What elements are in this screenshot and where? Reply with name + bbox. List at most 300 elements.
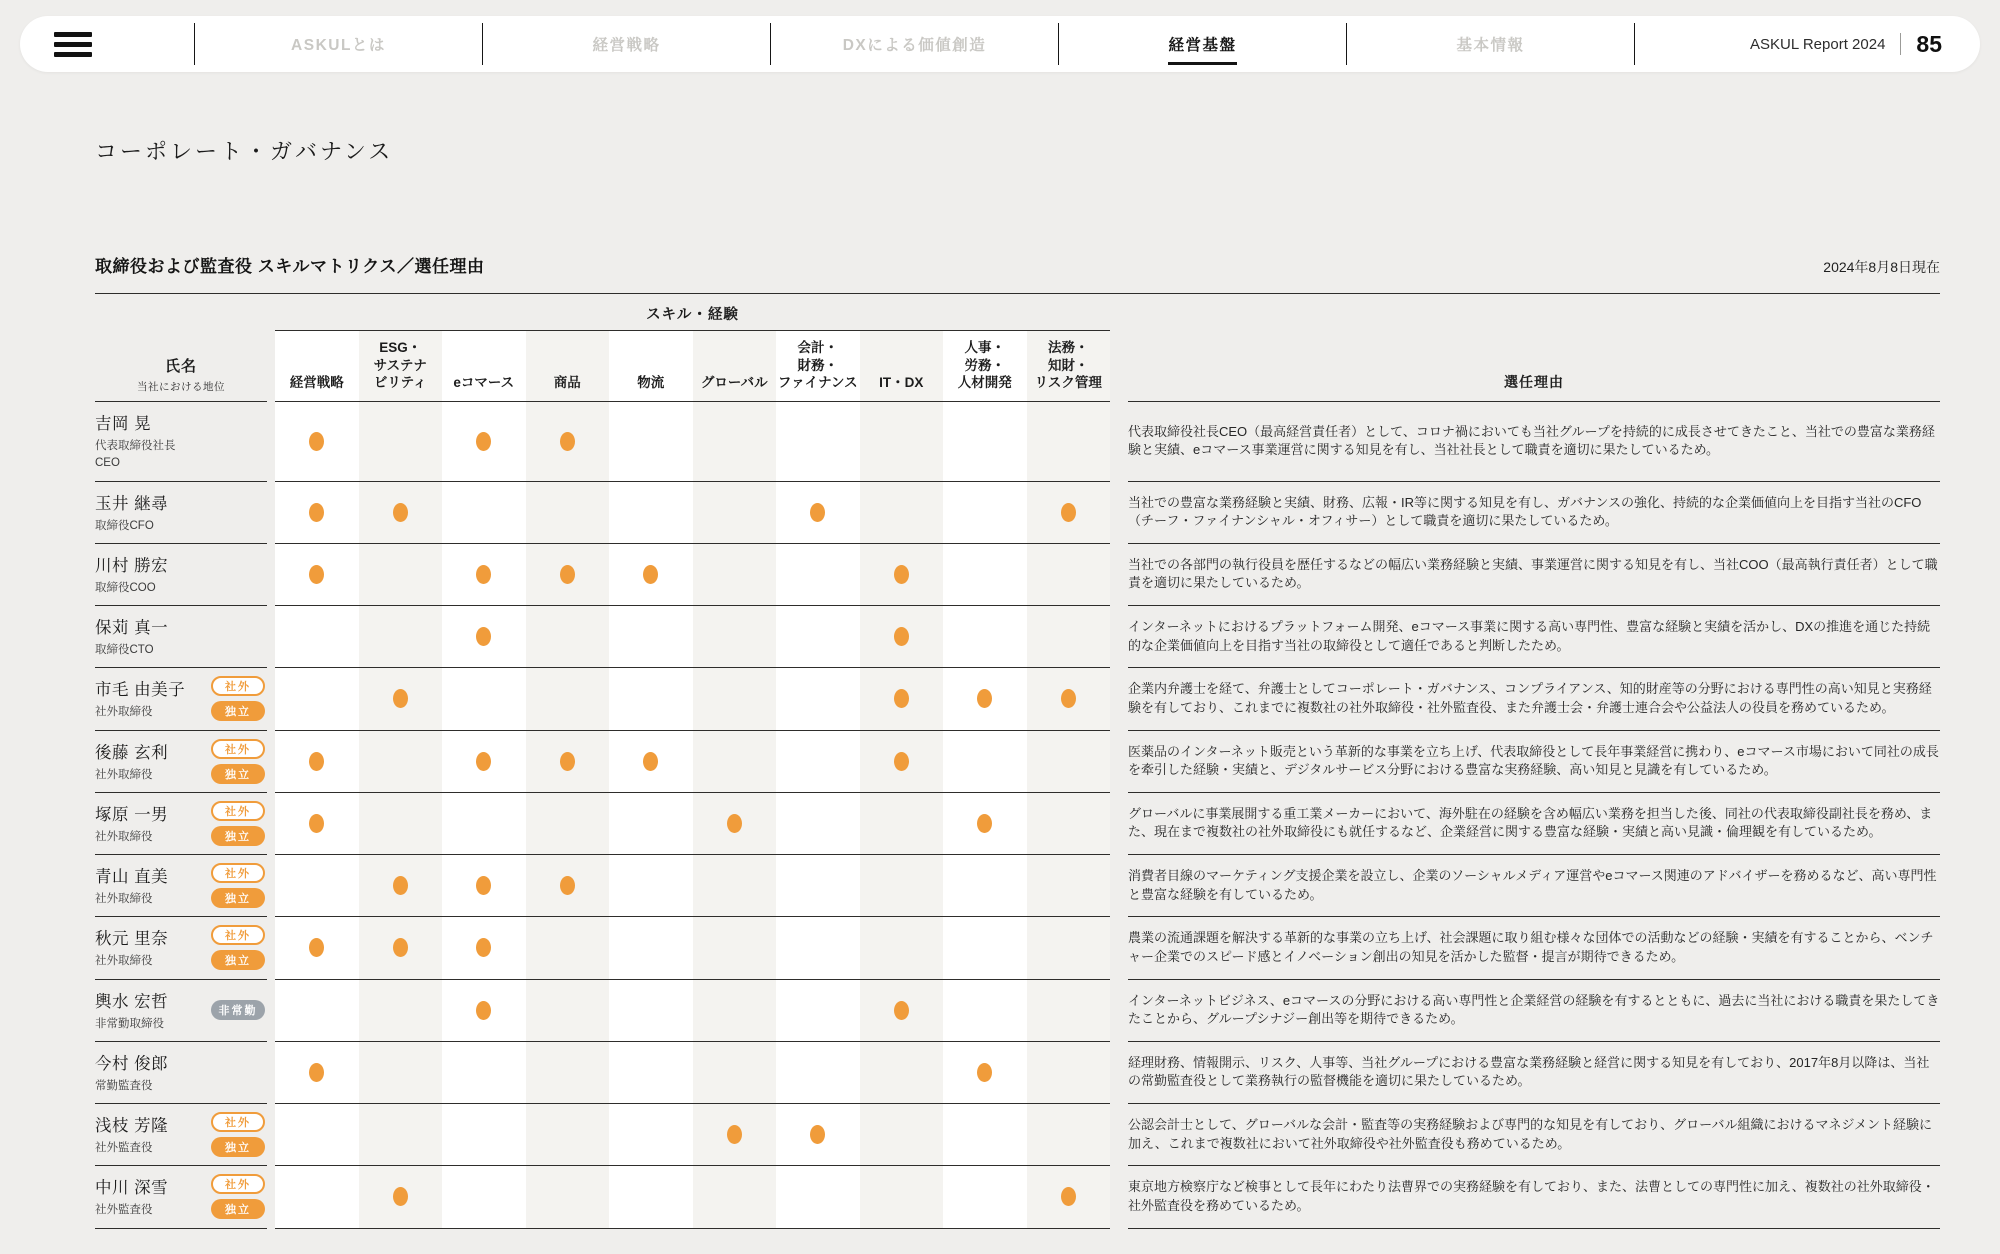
skill-column-header — [275, 331, 359, 401]
director-position: 社外取締役 — [95, 706, 153, 719]
skill-cell — [609, 402, 693, 481]
reason-text: 医薬品のインターネット販売という革新的な事業を立ち上げ、代表取締役として長年事業経営に携わり、eコマース市場において同社の成長を牽引した経験・実績と、デジタルサービス分野における豊富な実務経験、高い知見と見識を有しているため。 — [1128, 731, 1940, 793]
skill-cell — [442, 668, 526, 729]
skills-band — [275, 402, 1110, 482]
skill-column-headers — [275, 331, 1110, 402]
name-cell — [95, 544, 267, 606]
nav-tab-4[interactable] — [1059, 16, 1346, 72]
badge-independent: 独立 — [211, 826, 265, 846]
nav-tab-label: ASKULとは — [291, 37, 386, 54]
page-number: 85 — [1916, 30, 1942, 57]
skill-cell — [526, 606, 610, 667]
skill-cell — [943, 668, 1027, 729]
reason-text: インターネットビジネス、eコマースの分野における高い専門性と企業経営の経験を有するとともに、過去に当社における職責を果たしてきたことから、グループシナジー創出等を期待できるため。 — [1128, 980, 1940, 1042]
name-header-label: 氏名 — [164, 358, 197, 375]
badge-outside: 社外 — [211, 863, 265, 883]
name-block — [95, 676, 185, 721]
director-row — [95, 1042, 1940, 1104]
skill-cell — [776, 668, 860, 729]
reason-text: 東京地方検察庁など検事として長年にわたり法曹界での実務経験を有しており、また、法曹としての専門性に加え、複数社の社外取締役・社外監査役を務めているため。 — [1128, 1166, 1940, 1228]
skill-cell — [609, 482, 693, 543]
top-navigation-bar — [20, 16, 1980, 72]
director-position: 非常勤取締役 — [95, 1017, 164, 1030]
badge-independent: 独立 — [211, 764, 265, 784]
director-row — [95, 668, 1940, 730]
name-cell — [95, 917, 267, 979]
director-position: 社外取締役 — [95, 768, 153, 781]
skill-column-header-line: 人材開発 — [957, 375, 1012, 391]
skill-column-header-line: リスク管理 — [1034, 375, 1102, 391]
skill-cell — [609, 606, 693, 667]
nav-tab-label: DXによる価値創造 — [842, 37, 987, 54]
director-name: 市毛 由美子 — [95, 681, 186, 700]
director-name: 塚原 一男 — [95, 805, 169, 824]
badge-independent: 独立 — [211, 950, 265, 970]
badge-stack — [211, 1000, 267, 1020]
skill-dot — [476, 938, 491, 957]
director-position: 取締役COO — [95, 581, 156, 594]
name-cell — [95, 980, 267, 1042]
skill-dot — [1061, 689, 1076, 708]
badge-independent: 独立 — [211, 701, 265, 721]
name-cell — [95, 855, 267, 917]
skill-dot — [393, 1187, 408, 1206]
skill-cell — [1027, 980, 1111, 1041]
nav-tab-5[interactable] — [1347, 16, 1634, 72]
skill-cell — [693, 1166, 777, 1227]
director-row — [95, 544, 1940, 606]
skill-cell — [1027, 1042, 1111, 1103]
director-row — [95, 793, 1940, 855]
skills-band — [275, 793, 1110, 855]
skill-cell — [1027, 668, 1111, 729]
skill-dot — [894, 565, 909, 584]
skill-cell — [1027, 855, 1111, 916]
name-cell — [95, 668, 267, 730]
skill-column-header-line: 会計・ — [797, 340, 838, 356]
skill-column-header — [1027, 331, 1111, 401]
skill-column-header — [943, 331, 1027, 401]
skill-cell — [526, 544, 610, 605]
skill-cell — [442, 1166, 526, 1227]
name-block — [95, 1112, 168, 1157]
badge-outside: 社外 — [211, 925, 265, 945]
skill-cell — [860, 668, 944, 729]
skill-cell — [442, 793, 526, 854]
skill-cell — [776, 731, 860, 792]
skills-band — [275, 482, 1110, 544]
skill-cell — [442, 855, 526, 916]
skill-column-header — [693, 331, 777, 401]
skill-column-header — [776, 331, 860, 401]
director-name: 後藤 玄利 — [95, 743, 169, 762]
skill-cell — [860, 731, 944, 792]
skill-cell — [860, 980, 944, 1041]
director-name: 吉岡 晃 — [95, 415, 152, 433]
director-name: 玉井 継尋 — [95, 494, 169, 513]
name-block — [95, 410, 176, 473]
director-row — [95, 1104, 1940, 1166]
skill-cell — [693, 731, 777, 792]
badge-stack — [211, 925, 267, 970]
table-caption: 取締役および監査役 スキルマトリクス／選任理由 — [95, 257, 485, 276]
skill-column-header-line: 商品 — [553, 375, 581, 391]
skill-cell — [943, 793, 1027, 854]
skill-cell — [1027, 606, 1111, 667]
skill-dot — [810, 1125, 825, 1144]
skill-cell — [1027, 1166, 1111, 1227]
skill-dot — [476, 565, 491, 584]
skill-dot — [309, 938, 324, 957]
skill-cell — [1027, 482, 1111, 543]
skills-band — [275, 917, 1110, 979]
skill-cell — [359, 1104, 443, 1165]
badge-outside: 社外 — [211, 739, 265, 759]
skill-cell — [275, 544, 359, 605]
skill-cell — [526, 402, 610, 481]
director-row — [95, 855, 1940, 917]
skill-cell — [860, 1104, 944, 1165]
reason-text: 当社での豊富な業務経験と実績、財務、広報・IR等に関する知見を有し、ガバナンスの強化、持続的な企業価値向上を目指す当社のCFO（チーフ・ファイナンシャル・オフィサー）として職責を適切に果たしているため。 — [1128, 482, 1940, 544]
skill-cell — [693, 855, 777, 916]
badge-stack — [211, 801, 267, 846]
director-name: 輿水 宏哲 — [95, 992, 169, 1011]
skill-cell — [275, 793, 359, 854]
director-row — [95, 482, 1940, 544]
director-position: 社外取締役 — [95, 830, 153, 843]
skill-dot — [476, 752, 491, 771]
skill-cell — [693, 1042, 777, 1103]
skill-cell — [359, 917, 443, 978]
skill-dot — [560, 565, 575, 584]
skill-dot — [894, 1001, 909, 1020]
skill-cell — [776, 855, 860, 916]
director-row — [95, 1166, 1940, 1228]
director-name: 秋元 里奈 — [95, 930, 169, 949]
skill-cell — [359, 482, 443, 543]
name-block — [95, 739, 168, 784]
skills-band — [275, 544, 1110, 606]
director-position: 社外取締役 — [95, 955, 153, 968]
skill-column-header — [860, 331, 944, 401]
skill-cell — [1027, 793, 1111, 854]
skills-group-header-row — [95, 294, 1940, 331]
skill-dot — [309, 432, 324, 451]
skill-dot — [560, 752, 575, 771]
skill-dot — [643, 752, 658, 771]
director-position: 常勤監査役 — [95, 1079, 153, 1092]
skill-cell — [860, 402, 944, 481]
badge-stack — [211, 1174, 267, 1219]
skill-cell — [275, 1042, 359, 1103]
skill-cell — [943, 544, 1027, 605]
skill-column-header-line: ファイナンス — [777, 375, 858, 391]
skill-cell — [609, 855, 693, 916]
nav-tabs — [194, 16, 1635, 72]
skill-cell — [1027, 731, 1111, 792]
director-name: 今村 俊郎 — [95, 1054, 169, 1073]
skill-dot — [309, 565, 324, 584]
skill-dot — [393, 938, 408, 957]
skill-dot — [727, 814, 742, 833]
skill-cell — [275, 1104, 359, 1165]
skill-cell — [275, 917, 359, 978]
skill-cell — [526, 793, 610, 854]
skill-cell — [943, 1042, 1027, 1103]
badge-stack — [211, 739, 267, 784]
skills-band — [275, 1042, 1110, 1104]
skill-cell — [275, 482, 359, 543]
skill-cell — [526, 731, 610, 792]
skill-dot — [393, 503, 408, 522]
skill-column-header-line: 財務・ — [797, 357, 838, 373]
skill-column-header — [526, 331, 610, 401]
skill-dot — [476, 876, 491, 895]
skill-cell — [943, 731, 1027, 792]
director-position: 社外監査役 — [95, 1142, 153, 1154]
skill-cell — [776, 402, 860, 481]
skill-cell — [359, 855, 443, 916]
skill-matrix-table — [95, 293, 1940, 1229]
skills-band — [275, 855, 1110, 917]
badge-stack — [211, 863, 267, 908]
skill-cell — [442, 606, 526, 667]
skill-cell — [526, 1104, 610, 1165]
skill-cell — [860, 793, 944, 854]
skill-column-header-line: 労務・ — [964, 357, 1005, 373]
director-name: 保苅 真一 — [95, 619, 169, 637]
name-block — [95, 1174, 168, 1219]
badge-independent: 独立 — [211, 1199, 265, 1219]
skill-cell — [776, 793, 860, 854]
skill-column-header-line: 経営戦略 — [289, 375, 344, 391]
skill-cell — [693, 402, 777, 481]
skill-dot — [476, 627, 491, 646]
name-cell — [95, 1042, 267, 1104]
director-name: 青山 直美 — [95, 868, 169, 886]
skill-dot — [560, 876, 575, 895]
column-header-row — [95, 331, 1940, 402]
skill-cell — [275, 980, 359, 1041]
skill-column-header-line: 法務・ — [1048, 340, 1089, 356]
director-row — [95, 980, 1940, 1042]
skills-band — [275, 668, 1110, 730]
skill-cell — [693, 980, 777, 1041]
skill-dot — [894, 752, 909, 771]
skill-cell — [359, 402, 443, 481]
skill-cell — [442, 1042, 526, 1103]
skill-cell — [776, 1042, 860, 1103]
nav-tab-2[interactable] — [483, 16, 770, 72]
skill-cell — [1027, 402, 1111, 481]
name-cell — [95, 731, 267, 793]
skills-band — [275, 731, 1110, 793]
skill-dot — [476, 1001, 491, 1020]
skill-cell — [526, 980, 610, 1041]
skill-cell — [943, 482, 1027, 543]
badge-part-time: 非常勤 — [211, 1000, 265, 1020]
skill-cell — [275, 402, 359, 481]
name-block — [95, 552, 168, 597]
reason-text: 経理財務、情報開示、リスク、人事等、当社グループにおける豊富な業務経験と経営に関する知見を有しており、2017年8月以降は、当社の常勤監査役として業務執行の監督機能を適切に果たしているため。 — [1128, 1042, 1940, 1104]
reason-text: 公認会計士として、グローバルな会計・監査等の実務経験および専門的な知見を有しており、グローバル組織におけるマネジメント経験に加え、これまで複数社において社外取締役や社外監査役も務めているため。 — [1128, 1104, 1940, 1166]
name-block — [95, 863, 168, 908]
hamburger-menu-icon[interactable] — [54, 32, 92, 57]
skill-cell — [693, 482, 777, 543]
skills-band — [275, 606, 1110, 668]
skill-cell — [776, 606, 860, 667]
name-block — [95, 988, 168, 1033]
skill-dot — [810, 503, 825, 522]
skill-cell — [526, 1166, 610, 1227]
skill-cell — [693, 668, 777, 729]
skill-cell — [943, 606, 1027, 667]
reason-text: 農業の流通課題を解決する革新的な事業の立ち上げ、社会課題に取り組む様々な団体での活動などの経験・実績を有することから、ベンチャー企業でのスピード感とイノベーション創出の知見を活かした監督・提言が期待できるため。 — [1128, 917, 1940, 979]
table-caption-row — [95, 252, 1940, 277]
skill-dot — [560, 432, 575, 451]
director-name: 中川 深雪 — [95, 1179, 169, 1198]
skill-cell — [609, 917, 693, 978]
reason-text: グローバルに事業展開する重工業メーカーにおいて、海外駐在の経験を含め幅広い業務を担当した後、同社の代表取締役副社長を務め、また、現在まで複数社の社外取締役にも就任するなど、企業経営に関する豊富な経験・実績と高い見識・倫理観を有しているため。 — [1128, 793, 1940, 855]
badge-stack — [211, 1112, 267, 1157]
position-header-label: 当社における地位 — [137, 381, 225, 393]
skill-cell — [776, 1104, 860, 1165]
director-name: 川村 勝宏 — [95, 556, 169, 575]
skill-cell — [943, 402, 1027, 481]
skill-dot — [977, 1063, 992, 1082]
skill-cell — [275, 606, 359, 667]
badge-independent: 独立 — [211, 888, 265, 908]
skill-cell — [943, 855, 1027, 916]
skill-dot — [894, 689, 909, 708]
skill-cell — [359, 668, 443, 729]
badge-outside: 社外 — [211, 1112, 265, 1132]
skill-cell — [776, 980, 860, 1041]
skill-cell — [359, 731, 443, 792]
skill-dot — [727, 1125, 742, 1144]
skill-cell — [860, 917, 944, 978]
skill-cell — [860, 855, 944, 916]
director-position: 社外監査役 — [95, 1204, 153, 1217]
skill-cell — [943, 1104, 1027, 1165]
skill-column-header-line: サステナ — [373, 357, 427, 373]
badge-outside: 社外 — [211, 801, 265, 821]
skill-dot — [977, 689, 992, 708]
nav-tab-label: 基本情報 — [1456, 37, 1525, 54]
skill-cell — [442, 980, 526, 1041]
skill-cell — [693, 917, 777, 978]
skill-column-header-line: 人事・ — [964, 340, 1005, 356]
skill-cell — [609, 1104, 693, 1165]
skills-band — [275, 1166, 1110, 1228]
director-row — [95, 731, 1940, 793]
skill-dot — [393, 876, 408, 895]
report-title-label: ASKUL Report 2024 — [1750, 35, 1886, 53]
name-column-header — [95, 331, 267, 402]
skill-cell — [275, 668, 359, 729]
director-name: 浅枝 芳隆 — [95, 1117, 169, 1135]
director-position: 代表取締役社長 — [95, 440, 176, 452]
skill-column-header — [359, 331, 443, 401]
director-row — [95, 917, 1940, 979]
skill-cell — [359, 1166, 443, 1227]
skill-cell — [359, 980, 443, 1041]
skill-dot — [309, 814, 324, 833]
skill-cell — [943, 917, 1027, 978]
skills-band — [275, 1104, 1110, 1166]
skill-column-header-line: IT・DX — [879, 375, 924, 391]
nav-tab-3[interactable] — [771, 16, 1058, 72]
skill-cell — [275, 731, 359, 792]
skill-cell — [943, 980, 1027, 1041]
matrix-body — [95, 402, 1940, 1229]
skill-cell — [776, 544, 860, 605]
skill-cell — [359, 606, 443, 667]
skill-cell — [526, 668, 610, 729]
skill-cell — [693, 793, 777, 854]
skill-cell — [776, 1166, 860, 1227]
skill-cell — [860, 1042, 944, 1103]
name-cell — [95, 402, 267, 482]
skill-cell — [693, 544, 777, 605]
skill-cell — [609, 1166, 693, 1227]
topbar-right — [1635, 31, 1980, 58]
skill-column-header-line: eコマース — [453, 375, 515, 391]
reason-text: 企業内弁護士を経て、弁護士としてコーポレート・ガバナンス、コンプライアンス、知的財産等の分野における専門性の高い知見と実務経験を有しており、これまでに複数社の社外取締役・社外監査役、また弁護士会・弁護士連合会や公益法人の役員を務めているため。 — [1128, 668, 1940, 730]
reason-text: 代表取締役社長CEO（最高経営責任者）として、コロナ禍においても当社グループを持続的に成長させてきたこと、当社での豊富な業務経験と実績、eコマース事業運営に関する知見を有し、当社社長として職責を適切に果たしているため。 — [1128, 402, 1940, 482]
skill-cell — [693, 606, 777, 667]
skill-cell — [275, 1166, 359, 1227]
name-block — [95, 614, 168, 659]
director-position: CEO — [95, 457, 120, 470]
skill-dot — [309, 1063, 324, 1082]
skill-column-header-line: グローバル — [700, 375, 768, 391]
reason-column-header: 選任理由 — [1128, 331, 1940, 402]
skill-cell — [609, 544, 693, 605]
director-position: 取締役CTO — [95, 644, 154, 656]
skill-cell — [359, 544, 443, 605]
skill-dot — [1061, 1187, 1076, 1206]
director-position: 社外取締役 — [95, 893, 153, 905]
name-cell — [95, 1104, 267, 1166]
skill-cell — [526, 1042, 610, 1103]
skill-cell — [860, 1166, 944, 1227]
name-cell — [95, 1166, 267, 1228]
skill-cell — [442, 1104, 526, 1165]
page-number-divider — [1900, 33, 1901, 55]
skill-dot — [309, 752, 324, 771]
skill-cell — [860, 544, 944, 605]
director-position: 取締役CFO — [95, 519, 154, 532]
skill-dot — [894, 627, 909, 646]
skill-cell — [860, 606, 944, 667]
skill-cell — [776, 917, 860, 978]
skill-dot — [393, 689, 408, 708]
skill-cell — [609, 731, 693, 792]
name-cell — [95, 793, 267, 855]
skill-cell — [442, 402, 526, 481]
badge-outside: 社外 — [211, 676, 265, 696]
nav-tab-1[interactable] — [195, 16, 482, 72]
reason-text: 当社での各部門の執行役員を歴任するなどの幅広い業務経験と実績、事業運営に関する知見を有し、当社COO（最高執行責任者）として職責を適切に果たしているため。 — [1128, 544, 1940, 606]
page-title: コーポレート・ガバナンス — [95, 139, 394, 164]
skill-dot — [1061, 503, 1076, 522]
skill-cell — [526, 482, 610, 543]
nav-tab-label: 経営戦略 — [592, 37, 661, 54]
skill-cell — [526, 917, 610, 978]
skill-cell — [359, 793, 443, 854]
director-row — [95, 606, 1940, 668]
